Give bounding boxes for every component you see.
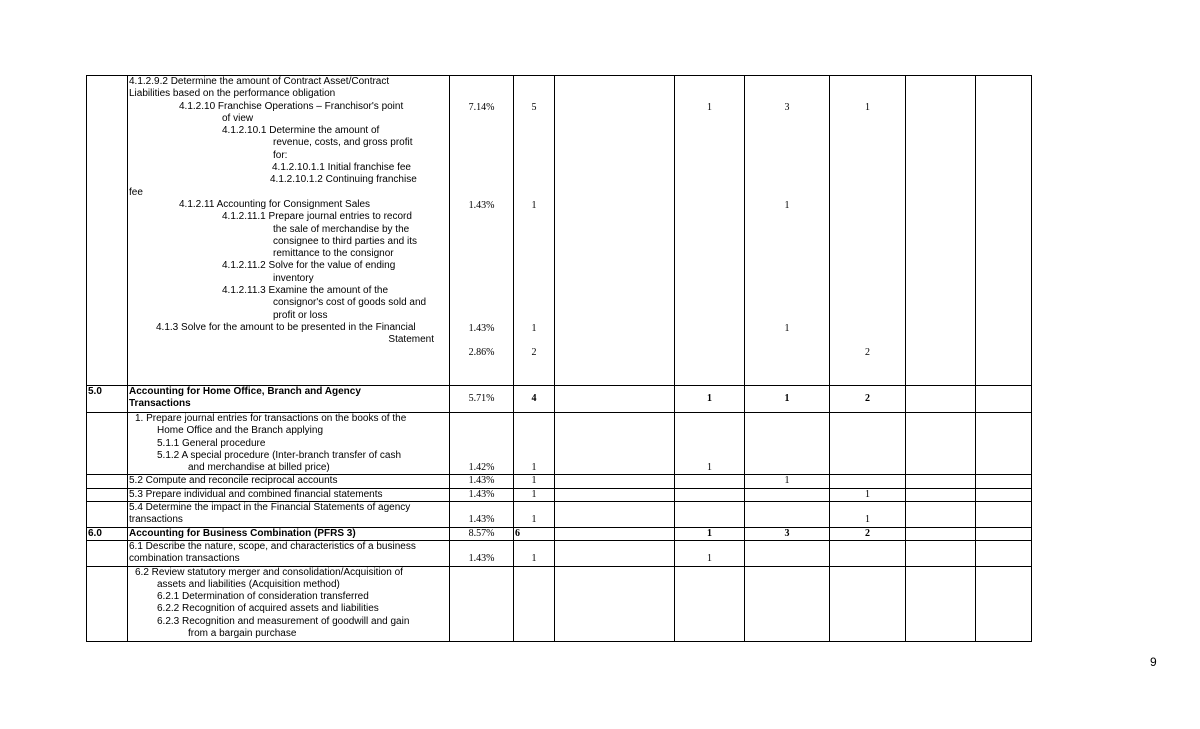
no-cell: 5.0: [87, 386, 128, 413]
topic-line: combination transactions: [129, 553, 240, 565]
col4-cell: 1: [675, 540, 745, 566]
empty-cell: [745, 540, 830, 566]
topic-cell: [128, 540, 450, 566]
items-cell: 4: [514, 386, 555, 413]
empty-cell: [976, 502, 1032, 528]
items-value: 2: [531, 347, 537, 358]
weight-cell: 1.43%: [450, 488, 514, 501]
empty-cell: [976, 540, 1032, 566]
topic-line: revenue, costs, and gross profit: [273, 137, 413, 149]
no-cell: 6.0: [87, 527, 128, 540]
col4-cell: 1: [675, 413, 745, 475]
topic-line: and merchandise at billed price): [188, 462, 330, 474]
topic-line: 4.1.2.11 Accounting for Consignment Sales: [179, 198, 371, 210]
empty-cell: [906, 413, 976, 475]
weight-cell: 8.57%: [450, 527, 514, 540]
topic-line: 6.2.2 Recognition of acquired assets and liabilities: [157, 603, 379, 615]
col6-cell: 2: [830, 527, 906, 540]
empty-cell: [675, 488, 745, 501]
col6-cell: [830, 76, 906, 386]
col4-cell: 1: [675, 386, 745, 413]
empty-cell: [675, 475, 745, 488]
empty-cell: [906, 540, 976, 566]
empty-cell: [976, 386, 1032, 413]
topic-line: fee: [129, 186, 143, 198]
no-cell: [87, 488, 128, 501]
topic-line: inventory: [273, 272, 314, 284]
table-row: [87, 527, 1032, 540]
empty-cell: [906, 76, 976, 386]
empty-cell: [555, 540, 675, 566]
empty-cell: [906, 475, 976, 488]
empty-cell: [906, 527, 976, 540]
empty-cell: [555, 566, 675, 641]
topic-line: 4.1.2.11.2 Solve for the value of ending: [222, 260, 396, 272]
weight-value: 2.86%: [468, 347, 495, 358]
items-cell: 1: [514, 488, 555, 501]
topic-line: consignor's cost of goods sold and: [273, 297, 427, 309]
weight-cell: 1.42%: [450, 413, 514, 475]
topic-line: Transactions: [129, 398, 191, 410]
topic-line: 5.1.1 General procedure: [157, 437, 266, 449]
topic-cell: [128, 76, 450, 386]
topic-line: Liabilities based on the performance obligation: [129, 88, 336, 100]
topic-line: the sale of merchandise by the: [273, 223, 410, 235]
empty-cell: [976, 76, 1032, 386]
topic-cell: [128, 566, 450, 641]
topic-line: 4.1.2.10.1.2 Continuing franchise: [270, 174, 417, 186]
empty-cell: [976, 566, 1032, 641]
topic-cell: [128, 413, 450, 475]
col5-cell: [745, 76, 830, 386]
col4-value: 1: [707, 102, 712, 113]
topic-line: 4.1.2.9.2 Determine the amount of Contract Asset/Contract: [129, 76, 390, 87]
no-cell: [87, 540, 128, 566]
topic-line: 5.4 Determine the impact in the Financial Statements of agency: [129, 502, 411, 514]
empty-cell: [830, 413, 906, 475]
table-row: [87, 502, 1032, 528]
empty-cell: [906, 566, 976, 641]
empty-cell: [675, 566, 745, 641]
empty-cell: [976, 527, 1032, 540]
topic-line: 5.1.2 A special procedure (Inter-branch transfer of cash: [157, 449, 402, 461]
empty-cell: [555, 502, 675, 528]
tos-table: [86, 75, 1032, 642]
topic-line: 4.1.2.11.3 Examine the amount of the: [222, 285, 389, 297]
table-row: [87, 488, 1032, 501]
table-row: [87, 386, 1032, 413]
empty-cell: [555, 475, 675, 488]
col6-cell: 2: [830, 386, 906, 413]
topic-line: of view: [222, 112, 254, 124]
col6-cell: 1: [830, 488, 906, 501]
items-value: 1: [531, 323, 537, 334]
weight-value: 1.43%: [468, 323, 495, 334]
empty-cell: [906, 386, 976, 413]
weight-cell: 1.43%: [450, 540, 514, 566]
topic-line: transactions: [129, 514, 183, 526]
items-cell: [514, 76, 555, 386]
table-row: [87, 540, 1032, 566]
empty-cell: [830, 475, 906, 488]
empty-cell: [745, 566, 830, 641]
empty-cell: [450, 566, 514, 641]
empty-cell: [830, 566, 906, 641]
col5-cell: 3: [745, 527, 830, 540]
topic-line: remittance to the consignor: [273, 248, 394, 260]
topic-line: 6.2.3 Recognition and measurement of goodwill and gain: [157, 615, 410, 627]
items-cell: 1: [514, 502, 555, 528]
table-row: [87, 566, 1032, 641]
no-cell: [87, 475, 128, 488]
empty-cell: [555, 488, 675, 501]
topic-cell: [128, 386, 450, 413]
page-number: 9: [1150, 655, 1157, 669]
empty-cell: [675, 502, 745, 528]
col5-value: 3: [784, 102, 790, 113]
topic-cell: [128, 502, 450, 528]
topic-line: profit or loss: [273, 309, 328, 321]
items-cell: 6: [514, 527, 555, 540]
empty-cell: [555, 386, 675, 413]
items-cell: 1: [514, 413, 555, 475]
no-cell: [87, 502, 128, 528]
empty-cell: [830, 540, 906, 566]
weight-cell: 1.43%: [450, 475, 514, 488]
empty-cell: [745, 502, 830, 528]
items-value: 1: [531, 200, 537, 211]
weight-cell: 5.71%: [450, 386, 514, 413]
empty-cell: [514, 566, 555, 641]
col5-value: 1: [784, 323, 790, 334]
topic-line: 4.1.3 Solve for the amount to be presented in the Financial: [156, 321, 416, 333]
topic-cell: 5.3 Prepare individual and combined financial statements: [128, 488, 450, 501]
topic-line: 1. Prepare journal entries for transactions on the books of the: [135, 413, 407, 424]
empty-cell: [976, 413, 1032, 475]
empty-cell: [976, 488, 1032, 501]
items-cell: 1: [514, 475, 555, 488]
col6-value: 2: [865, 347, 870, 358]
items-value: 5: [531, 102, 537, 113]
topic-line: 6.2.1 Determination of consideration transferred: [157, 591, 369, 603]
empty-cell: [745, 413, 830, 475]
topic-line: 4.1.2.11.1 Prepare journal entries to record: [222, 211, 412, 223]
weight-value: 1.43%: [468, 200, 495, 211]
col6-cell: 1: [830, 502, 906, 528]
no-cell: [87, 566, 128, 641]
col4-cell: 1: [675, 527, 745, 540]
weight-cell: 1.43%: [450, 502, 514, 528]
col4-cell: [675, 76, 745, 386]
topic-line: Home Office and the Branch applying: [157, 425, 324, 437]
topic-cell: Accounting for Business Combination (PFRS 3): [128, 527, 450, 540]
topic-line: for:: [273, 149, 288, 161]
topic-line: Statement: [388, 334, 434, 346]
topic-line: consignee to third parties and its: [273, 235, 417, 247]
no-cell: [87, 413, 128, 475]
weight-value: 7.14%: [468, 102, 495, 113]
topic-line: 4.1.2.10.1 Determine the amount of: [222, 125, 380, 137]
empty-cell: [745, 488, 830, 501]
topic-line: 4.1.2.10 Franchise Operations – Franchisor's point: [179, 100, 404, 112]
topic-line: Accounting for Home Office, Branch and Agency: [129, 386, 361, 397]
empty-cell: [976, 475, 1032, 488]
col6-value: 1: [865, 102, 870, 113]
table-row: [87, 475, 1032, 488]
topic-line: from a bargain purchase: [188, 628, 297, 640]
no-cell: [87, 76, 128, 386]
topic-line: assets and liabilities (Acquisition method): [157, 578, 340, 590]
empty-cell: [555, 413, 675, 475]
weight-cell: [450, 76, 514, 386]
col5-value: 1: [784, 200, 790, 211]
empty-cell: [555, 527, 675, 540]
col5-cell: 1: [745, 386, 830, 413]
table-row: [87, 76, 1032, 386]
items-cell: 1: [514, 540, 555, 566]
topic-line: 6.2 Review statutory merger and consolidation/Acquisition of: [135, 566, 403, 578]
topic-line: 4.1.2.10.1.1 Initial franchise fee: [272, 162, 411, 174]
col5-cell: 1: [745, 475, 830, 488]
topic-line: 6.1 Describe the nature, scope, and characteristics of a business: [129, 540, 416, 552]
empty-cell: [906, 502, 976, 528]
empty-cell: [555, 76, 675, 386]
topic-cell: 5.2 Compute and reconcile reciprocal accounts: [128, 475, 450, 488]
table-row: [87, 413, 1032, 475]
empty-cell: [906, 488, 976, 501]
